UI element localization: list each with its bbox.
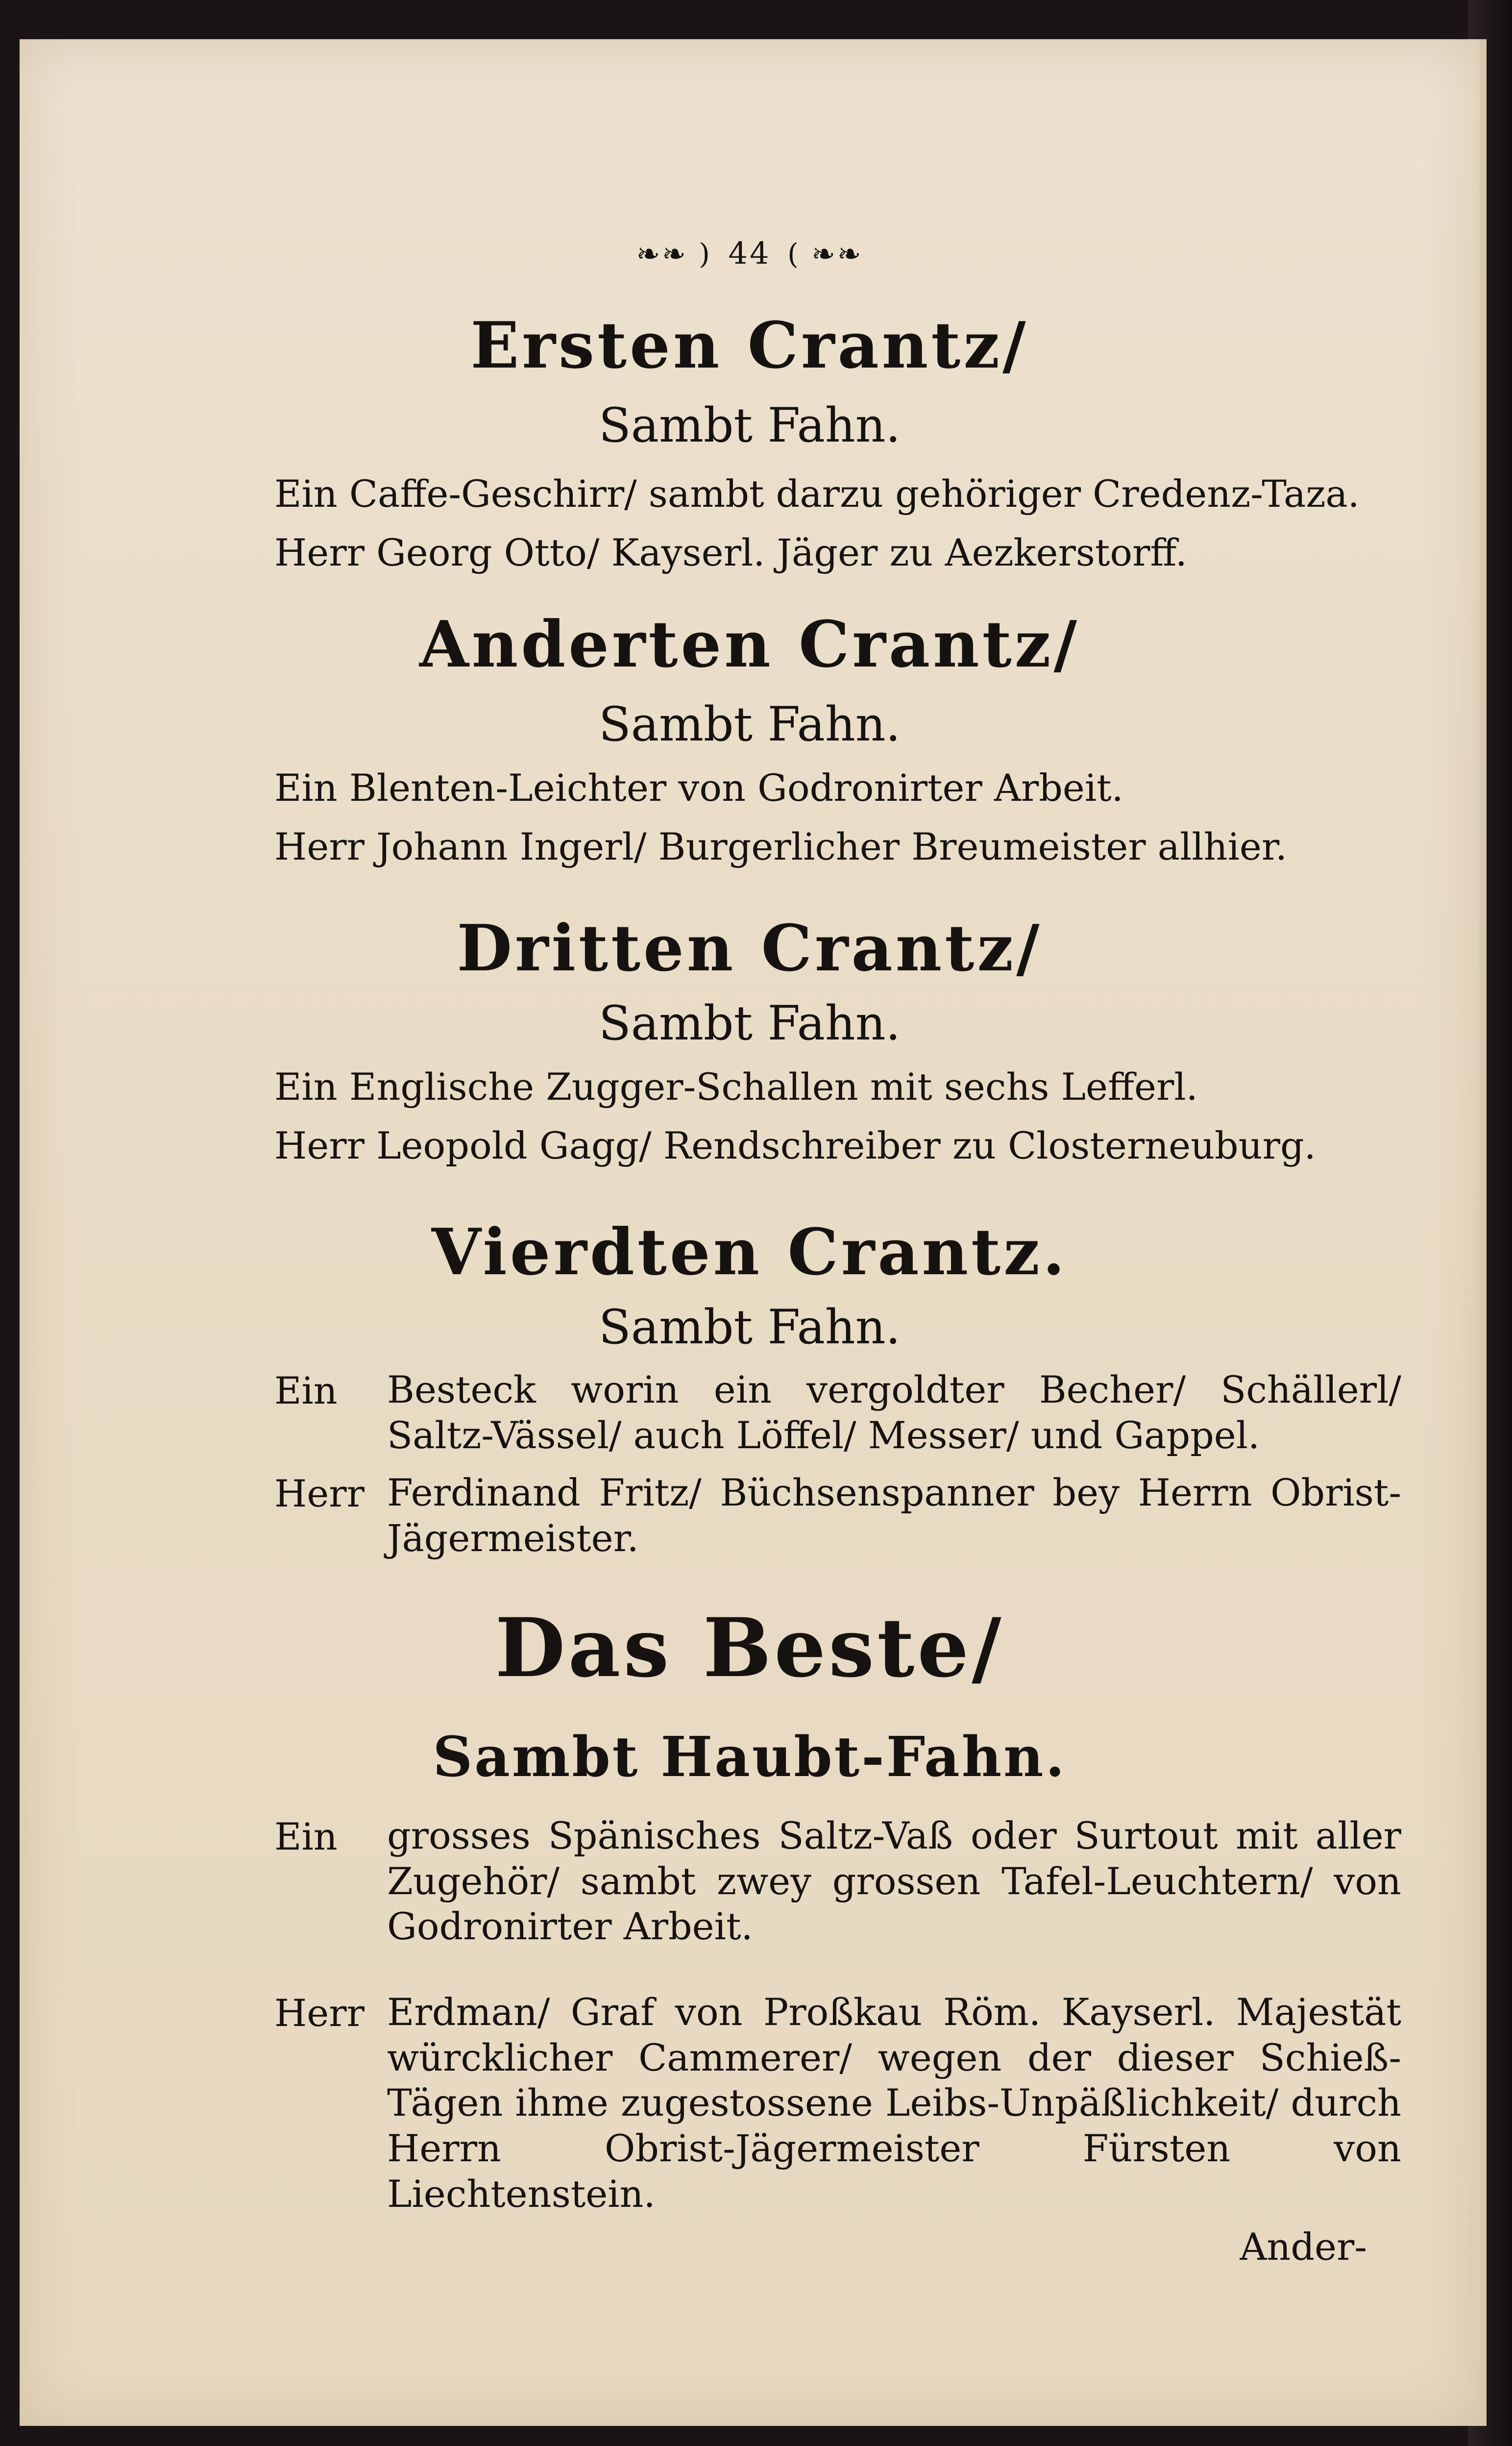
- page-number: 44: [728, 235, 771, 271]
- section-heading-third: Dritten Crantz/: [457, 911, 1043, 986]
- section-subheading-second: Sambt Fahn.: [598, 697, 901, 752]
- section-heading-best: Das Beste/: [495, 1600, 1004, 1695]
- section-heading-first: Ersten Crantz/: [470, 308, 1029, 383]
- page-header: [20, 235, 1480, 271]
- prize-line-third: Ein Englische Zugger-Schallen mit sechs Lefferl.: [274, 1065, 1198, 1109]
- prize-text: Besteck worin ein vergoldter Becher/ Schällerl/ Saltz-Vässel/ auch Löffel/ Messer/ und Gappel.: [387, 1368, 1401, 1457]
- section-subheading-best: Sambt Haubt-Fahn.: [433, 1725, 1067, 1789]
- prize-line-second: Ein Blenten-Leichter von Godronirter Arbeit.: [274, 766, 1123, 810]
- winner-text: Erdman/ Graf von Proßkau Röm. Kayserl. Majestät würcklicher Cammerer/ wegen der dieser Schieß-Tägen ihme zugestossene Leibs-Unpäßlichkeit/ durch Herrn Obrist-Jägermeister Fürsten von Liechtenstein.: [387, 1990, 1401, 2216]
- prize-label: Ein: [274, 1369, 338, 1412]
- winner-label: Herr: [274, 531, 365, 574]
- winner-name: Leopold Gagg/ Rendschreiber zu Closterneuburg.: [376, 1124, 1316, 1167]
- winner-label: Herr: [274, 825, 365, 868]
- ornament-right: ( ❧❧: [787, 237, 863, 271]
- winner-label: Herr: [274, 1472, 365, 1515]
- winner-line-third: [274, 1122, 1401, 1169]
- section-subheading-third: Sambt Fahn.: [598, 996, 901, 1051]
- winner-name: Johann Ingerl/ Burgerlicher Breumeister allhier.: [376, 825, 1288, 868]
- prize-line-first: Ein Caffe-Geschirr/ sambt darzu gehöriger Credenz-Taza.: [274, 472, 1360, 516]
- catchword: Ander-: [1240, 2225, 1367, 2269]
- winner-label: Herr: [274, 1124, 365, 1167]
- winner-line-first: [274, 529, 1401, 576]
- winner-name: Georg Otto/ Kayserl. Jäger zu Aezkerstorff.: [376, 531, 1187, 574]
- ornament-left: ❧❧ ): [636, 237, 712, 271]
- prize-label: Ein: [274, 1815, 338, 1858]
- winner-text: Ferdinand Fritz/ Büchsenspanner bey Herrn Obrist-Jägermeister.: [387, 1471, 1401, 1560]
- section-heading-second: Anderten Crantz/: [419, 607, 1080, 682]
- winner-line-second: [274, 823, 1401, 870]
- winner-label: Herr: [274, 1991, 365, 2035]
- section-subheading-fourth: Sambt Fahn.: [598, 1300, 901, 1355]
- section-subheading-first: Sambt Fahn.: [598, 398, 901, 453]
- book-page: [20, 39, 1487, 2426]
- page-text: [20, 39, 1480, 2426]
- prize-text: grosses Spänisches Saltz-Vaß oder Surtout mit aller Zugehör/ sambt zwey grossen Tafel-Leuchtern/ von Godronirter Arbeit.: [387, 1814, 1401, 1949]
- section-heading-fourth: Vierdten Crantz.: [431, 1214, 1068, 1289]
